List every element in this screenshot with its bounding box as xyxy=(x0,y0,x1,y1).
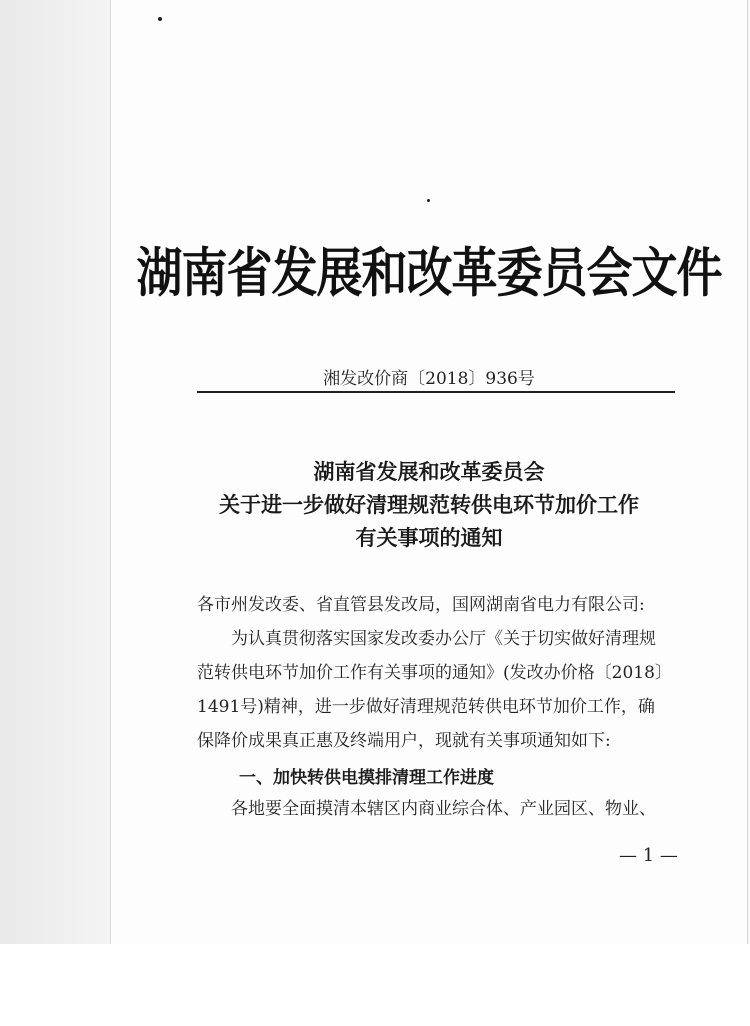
notice-title-line-1: 湖南省发展和改革委员会 xyxy=(313,460,545,484)
left-page-edge xyxy=(0,0,110,944)
page-number: — 1 — xyxy=(619,845,678,866)
document-number: 湘发改价商〔2018〕936号 xyxy=(323,369,535,389)
scan-speck xyxy=(427,199,430,202)
notice-title-line-3: 有关事项的通知 xyxy=(355,526,503,550)
scan-speck xyxy=(158,17,162,21)
header-divider xyxy=(197,391,675,393)
paragraph-line: 保降价成果真正惠及终端用户，现就有关事项通知如下: xyxy=(197,731,611,751)
document-header-title: 湖南省发展和改革委员会文件 xyxy=(136,241,722,304)
section-1-text: 各地要全面摸清本辖区内商业综合体、产业园区、物业、 xyxy=(197,799,656,819)
section-1-heading: 一、加快转供电摸排清理工作进度 xyxy=(239,768,494,788)
document-page xyxy=(110,0,748,944)
notice-title-line-2: 关于进一步做好清理规范转供电环节加价工作 xyxy=(219,493,639,517)
paragraph-line: 1491号)精神，进一步做好清理规范转供电环节加价工作，确 xyxy=(197,697,655,717)
paragraph-line: 为认真贯彻落实国家发改委办公厅《关于切实做好清理规 xyxy=(197,629,656,649)
paragraph-line: 范转供电环节加价工作有关事项的通知》(发改办价格〔2018〕 xyxy=(197,663,672,683)
recipients-line: 各市州发改委、省直管县发改局，国网湖南省电力有限公司: xyxy=(197,595,645,615)
